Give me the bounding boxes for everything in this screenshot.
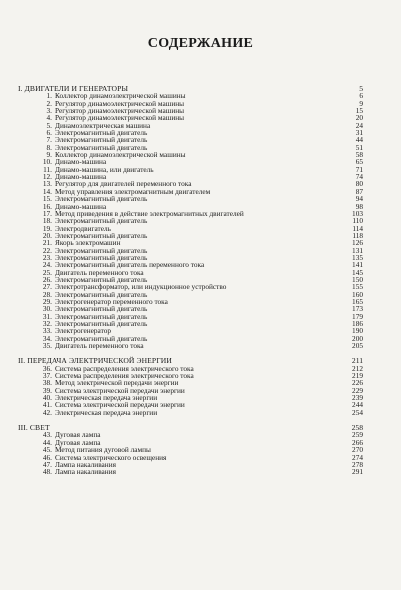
entry-number: 5. (46, 120, 52, 130)
section-title: I. ДВИГАТЕЛИ И ГЕНЕРАТОРЫ (18, 84, 129, 93)
entry-number: 13. (42, 179, 52, 189)
section-page-number: 258 (351, 423, 363, 433)
entry-page-number: 219 (352, 371, 363, 381)
entry-number: 20. (42, 230, 52, 240)
entry-page-number: 44 (355, 135, 363, 145)
entry-title: Лампа накаливания (55, 459, 116, 469)
entry-number: 30. (42, 304, 52, 314)
entry-page-number: 24 (355, 120, 363, 130)
entry-page-number: 141 (352, 260, 363, 270)
entry-title: Динамо-машина (55, 172, 107, 182)
toc-entry (18, 342, 363, 349)
entry-title: Электромагнитный двигатель (55, 252, 148, 262)
entry-number: 18. (42, 216, 52, 226)
entry-title: Система электрической передачи энергии (55, 400, 185, 410)
entry-number: 42. (42, 407, 52, 417)
entry-page-number: 6 (359, 91, 363, 101)
entry-number: 31. (42, 311, 52, 321)
entry-page-number: 58 (355, 150, 363, 160)
entry-title: Электромагнитный двигатель (55, 333, 148, 343)
entry-title: Электромагнитный двигатель (55, 311, 148, 321)
entry-title: Электромагнитный двигатель (55, 230, 148, 240)
entry-number: 4. (46, 113, 52, 123)
entry-page-number: 155 (352, 282, 363, 292)
entry-number: 37. (42, 371, 52, 381)
entry-number: 38. (42, 378, 52, 388)
entry-number: 24. (42, 260, 52, 270)
entry-number: 39. (42, 385, 52, 395)
entry-title: Система распределения электрического тока (55, 371, 194, 381)
entry-number: 35. (42, 341, 52, 351)
entry-page-number: 186 (352, 319, 363, 328)
entry-title: Электромагнитный двигатель (55, 274, 148, 284)
entry-number: 44. (42, 437, 52, 447)
toc-section (18, 357, 363, 416)
entry-number: 26. (42, 274, 52, 284)
entry-number: 23. (42, 252, 52, 262)
entry-number: 43. (42, 430, 52, 440)
entry-number: 6. (46, 128, 52, 138)
entry-title: Система электрического освещения (55, 452, 167, 462)
table-of-contents (18, 85, 363, 484)
entry-page-number: 200 (352, 333, 363, 343)
entry-page-number: 51 (355, 142, 363, 152)
entry-page-number: 71 (355, 164, 363, 174)
toc-section (18, 85, 363, 349)
entry-page-number: 291 (352, 467, 363, 477)
entry-number: 45. (42, 445, 52, 455)
entry-number: 15. (42, 194, 52, 204)
entry-title: Двигатель переменного тока (55, 341, 144, 351)
entry-title: Электрогенератор переменного тока (55, 296, 168, 306)
entry-number: 8. (46, 142, 52, 152)
entry-number: 7. (46, 135, 52, 145)
entry-number: 25. (42, 267, 52, 277)
entry-title: Регулятор динамоэлектрической машины (55, 98, 185, 108)
entry-title: Коллектор динамоэлектрической машины (55, 150, 186, 160)
entry-title: Электромагнитный двигатель (55, 245, 148, 255)
entry-title: Электромагнитный двигатель (55, 319, 148, 328)
entry-title: Электрогенератор (55, 326, 111, 336)
entry-number: 34. (42, 333, 52, 343)
entry-page-number: 179 (352, 311, 363, 321)
section-page-number: 5 (359, 84, 363, 93)
entry-title: Электротрансформатор, или индукционное устройство (55, 282, 227, 292)
entry-page-number: 74 (355, 172, 363, 182)
entry-title: Коллектор динамоэлектрической машины (55, 91, 186, 101)
toc-section (18, 424, 363, 475)
entry-page-number: 131 (352, 245, 363, 255)
entry-page-number: 205 (352, 341, 363, 351)
section-title: III. СВЕТ (18, 423, 50, 433)
entry-number: 32. (42, 319, 52, 328)
entry-number: 17. (42, 208, 52, 218)
entry-title: Электромагнитный двигатель (55, 194, 148, 204)
entry-number: 41. (42, 400, 52, 410)
entry-page-number: 259 (352, 430, 363, 440)
entry-page-number: 229 (352, 385, 363, 395)
entry-number: 46. (42, 452, 52, 462)
entry-page-number: 190 (352, 326, 363, 336)
entry-number: 27. (42, 282, 52, 292)
entry-title: Динамоэлектрическая машина (55, 120, 151, 130)
entry-title: Метод управления электромагнитным двигателем (55, 186, 211, 196)
entry-page-number: 239 (352, 393, 363, 403)
entry-number: 2. (46, 98, 52, 108)
entry-page-number: 254 (352, 407, 363, 417)
entry-number: 3. (46, 106, 52, 116)
entry-title: Регулятор динамоэлектрической машины (55, 113, 185, 123)
entry-title: Динамо-машина (55, 201, 107, 211)
entry-title: Система электрической передачи энергии (55, 385, 185, 395)
entry-page-number: 110 (352, 216, 363, 226)
entry-title: Метод электрической передачи энергии (55, 378, 179, 388)
entry-page-number: 266 (352, 437, 363, 447)
entry-page-number: 126 (352, 238, 363, 248)
entry-page-number: 87 (355, 186, 363, 196)
entry-page-number: 173 (352, 304, 363, 314)
entry-title: Система распределения электрического тока (55, 363, 194, 373)
entry-page-number: 114 (352, 223, 363, 233)
entry-page-number: 244 (352, 400, 363, 410)
entry-page-number: 65 (355, 157, 363, 167)
page-title: СОДЕРЖАНИЕ (147, 36, 254, 51)
entry-number: 22. (42, 245, 52, 255)
entry-title: Электромагнитный двигатель (55, 216, 148, 226)
entry-title: Лампа накаливания (55, 467, 116, 477)
entry-title: Электромагнитный двигатель (55, 128, 148, 138)
entry-title: Дуговая лампа (55, 430, 101, 440)
toc-entry (18, 468, 363, 475)
section-title: II. ПЕРЕДАЧА ЭЛЕКТРИЧЕСКОЙ ЭНЕРГИИ (18, 356, 172, 366)
entry-number: 1. (46, 91, 52, 101)
entry-title: Якорь электромашин (55, 238, 121, 248)
entry-page-number: 145 (352, 267, 363, 277)
entry-page-number: 135 (352, 252, 363, 262)
entry-page-number: 9 (359, 98, 363, 108)
entry-number: 29. (42, 296, 52, 306)
entry-number: 47. (42, 459, 52, 469)
entry-number: 36. (42, 363, 52, 373)
entry-page-number: 80 (355, 179, 363, 189)
entry-page-number: 20 (355, 113, 363, 123)
entry-title: Электрическая передача энергии (55, 407, 158, 417)
entry-title: Динамо-машина (55, 157, 107, 167)
entry-title: Дуговая лампа (55, 437, 101, 447)
entry-page-number: 98 (355, 201, 363, 211)
entry-page-number: 118 (352, 230, 363, 240)
entry-title: Динамо-машина, или двигатель (55, 164, 154, 174)
entry-number: 14. (42, 186, 52, 196)
entry-page-number: 226 (352, 378, 363, 388)
entry-number: 40. (42, 393, 52, 403)
entry-title: Метод приведения в действие электромагнитных двигателей (55, 208, 244, 218)
entry-page-number: 103 (352, 208, 363, 218)
entry-number: 28. (42, 289, 52, 299)
entry-page-number: 278 (352, 459, 363, 469)
entry-page-number: 160 (352, 289, 363, 299)
section-page-number: 211 (351, 356, 363, 366)
entry-title: Электромагнитный двигатель (55, 304, 148, 314)
entry-title: Электромагнитный двигатель (55, 135, 148, 145)
entry-page-number: 165 (352, 296, 363, 306)
entry-title: Метод питания дуговой лампы (55, 445, 151, 455)
entry-page-number: 15 (355, 106, 363, 116)
entry-title: Электродвигатель (55, 223, 111, 233)
entry-page-number: 274 (352, 452, 363, 462)
entry-page-number: 31 (355, 128, 363, 138)
entry-number: 48. (42, 467, 52, 477)
entry-title: Электромагнитный двигатель (55, 142, 148, 152)
entry-title: Регулятор для двигателей переменного тока (55, 179, 192, 189)
entry-page-number: 270 (352, 445, 363, 455)
entry-title: Электромагнитный двигатель переменного тока (55, 260, 205, 270)
entry-page-number: 94 (355, 194, 363, 204)
entry-title: Электрическая передача энергии (55, 393, 158, 403)
entry-number: 16. (42, 201, 52, 211)
entry-number: 10. (42, 157, 52, 167)
entry-number: 11. (43, 164, 52, 174)
entry-page-number: 212 (352, 363, 363, 373)
entry-title: Регулятор динамоэлектрической машины (55, 106, 185, 116)
entry-page-number: 150 (352, 274, 363, 284)
entry-title: Электромагнитный двигатель (55, 289, 148, 299)
entry-title: Двигатель переменного тока (55, 267, 144, 277)
entry-number: 9. (46, 150, 52, 160)
entry-number: 21. (42, 238, 52, 248)
toc-entry (18, 409, 363, 416)
entry-number: 12. (42, 172, 52, 182)
entry-number: 19. (42, 223, 52, 233)
entry-number: 33. (42, 326, 52, 336)
